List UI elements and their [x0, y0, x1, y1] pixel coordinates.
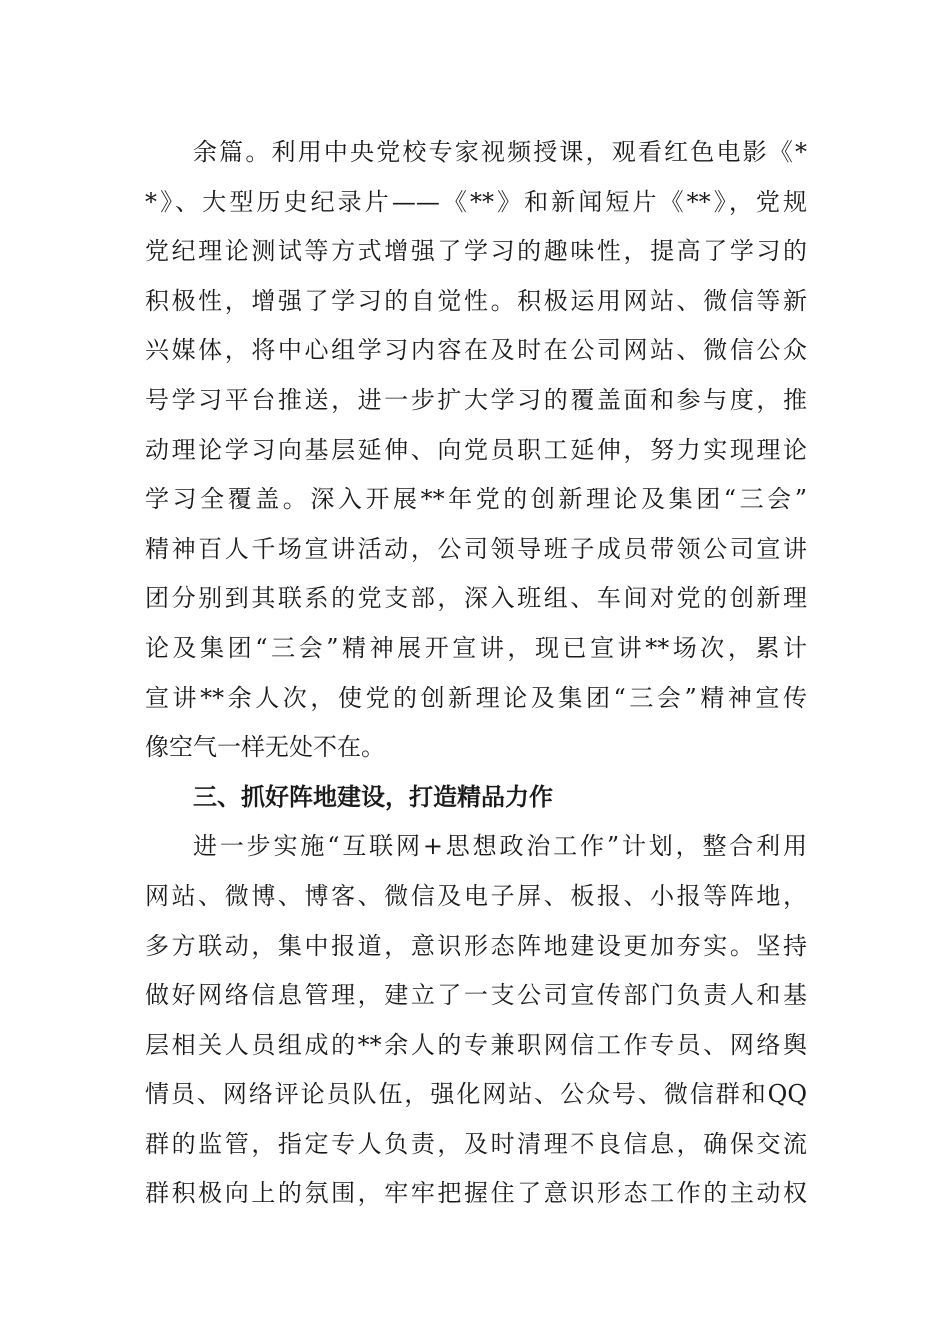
paragraph-line: 群积极向上的氛围，牢牢把握住了意识形态工作的主动权	[145, 1179, 807, 1208]
paragraph-line: 积极性，增强了学习的自觉性。积极运用网站、微信等新	[145, 286, 807, 315]
paragraph-line: 多方联动，集中报道，意识形态阵地建设更加夯实。坚持	[145, 931, 807, 960]
paragraph-line: 层相关人员组成的**余人的专兼职网信工作专员、网络舆	[145, 1030, 807, 1059]
paragraph-line: 网站、微博、博客、微信及电子屏、板报、小报等阵地，	[145, 881, 807, 910]
paragraph-line: 进一步实施“互联网+思想政治工作”计划，整合利用	[193, 832, 807, 861]
paragraph-line: 宣讲**余人次，使党的创新理论及集团“三会”精神宣传	[145, 683, 807, 712]
paragraph-line: 做好网络信息管理，建立了一支公司宣传部门负责人和基	[145, 981, 807, 1010]
document-body	[145, 128, 807, 1219]
paragraph-line: 情员、网络评论员队伍，强化网站、公众号、微信群和QQ	[145, 1080, 807, 1109]
paragraph-line: 精神百人千场宣讲活动，公司领导班子成员带领公司宣讲	[145, 534, 807, 563]
paragraph-line: 像空气一样无处不在。	[145, 733, 385, 762]
paragraph-line: 号学习平台推送，进一步扩大学习的覆盖面和参与度，推	[145, 385, 807, 414]
paragraph-line: 党纪理论测试等方式增强了学习的趣味性，提高了学习的	[145, 237, 807, 266]
paragraph-line: 余篇。利用中央党校专家视频授课，观看红色电影《*	[193, 138, 807, 166]
section-heading: 三、抓好阵地建设，打造精品力作	[193, 782, 553, 811]
paragraph-line: 群的监管，指定专人负责，及时清理不良信息，确保交流	[145, 1129, 807, 1158]
paragraph-line: 学习全覆盖。深入开展**年党的创新理论及集团“三会”	[145, 485, 807, 514]
paragraph-line: 兴媒体，将中心组学习内容在及时在公司网站、微信公众	[145, 336, 807, 365]
paragraph-line: 团分别到其联系的党支部，深入班组、车间对党的创新理	[145, 584, 807, 613]
paragraph-line: *》、大型历史纪录片——《**》和新闻短片《**》，党规	[145, 187, 807, 216]
paragraph-line: 动理论学习向基层延伸、向党员职工延伸，努力实现理论	[145, 435, 807, 464]
paragraph-line: 论及集团“三会”精神展开宣讲，现已宣讲**场次，累计	[145, 633, 807, 662]
